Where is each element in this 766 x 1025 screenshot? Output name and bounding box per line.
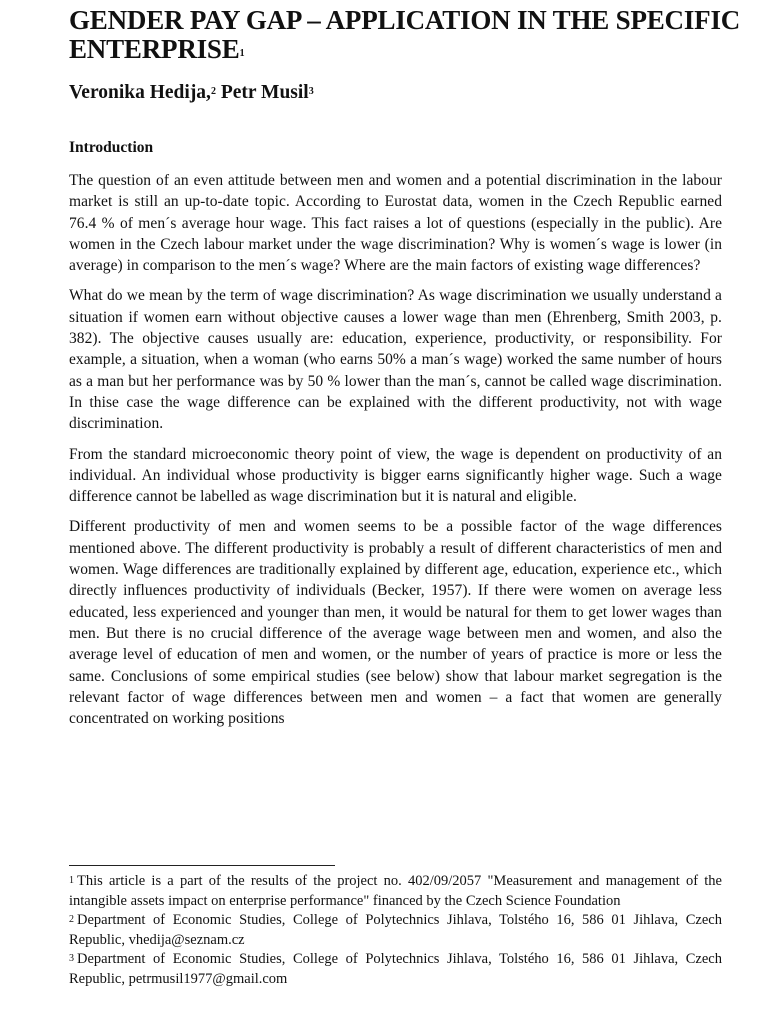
section-heading: Introduction <box>69 139 154 156</box>
footnote-marker: 3 <box>69 953 74 964</box>
paragraph: The question of an even attitude between men and women and a potential discrimination in the labour market is still an up-to-date topic. According to Eurostat data, women in the Czech Republic earned 76.4 % of men´s average hour wage. This fact raises a lot of questions (especially in the public). Are women in the Czech labour market under the wage discrimination? Why is women´s wage is lower (in average) in comparison to the men´s wage? Where are the main factors of existing wage differences? <box>69 172 722 275</box>
author-name: Petr Musil <box>220 82 309 103</box>
paragraph: From the standard microeconomic theory point of view, the wage is dependent on productivity of an individual. An individual whose productivity is bigger earns significantly higher wage. Such a wage difference cannot be labelled as wage discrimination but it is natural and eligible. <box>69 445 722 506</box>
footnote-marker: 1 <box>69 875 74 886</box>
author-footnote-marker: 3 <box>308 86 314 97</box>
author-name: Veronika Hedija, <box>69 82 211 103</box>
title-text: GENDER PAY GAP – APPLICATION IN THE SPECIFIC ENTERPRISE <box>69 5 741 64</box>
paragraph: What do we mean by the term of wage discrimination? As wage discrimination we usually understand a situation if women earn without objective causes a lower wage than men (Ehrenberg, Smith 2003, p. 382). The objective causes usually are: education, experience, productivity, or responsibility. For example, a situation, when a woman (who earns 50% a man´s wage) worked the same number of hours as a man but her performance was by 50 % lower than the man´s, cannot be called wage discrimination. In thise case the wage difference can be explained with the different productivity, not with wage discrimination. <box>69 287 722 433</box>
footnote-marker: 2 <box>69 914 74 925</box>
footnote-text: This article is a part of the results of the project no. 402/09/2057 "Measurement and management of the intangible assets impact on enterprise performance" financed by the Czech Science Foundation <box>69 873 722 909</box>
body-text <box>69 170 722 738</box>
footnote-text: Department of Economic Studies, College of Polytechnics Jihlava, Tolstého 16, 586 01 Jihlava, Czech Republic, vhedija@seznam.cz <box>69 912 722 948</box>
author-footnote-marker: 2 <box>210 86 216 97</box>
author-line <box>69 82 314 104</box>
paper-title <box>69 6 749 64</box>
title-footnote-marker: 1 <box>239 48 245 59</box>
footnotes <box>69 872 722 989</box>
footnote <box>69 872 722 911</box>
footnote-divider <box>69 865 335 866</box>
footnote <box>69 950 722 989</box>
footnote-text: Department of Economic Studies, College of Polytechnics Jihlava, Tolstého 16, 586 01 Jihlava, Czech Republic, petrmusil1977@gmail.com <box>69 951 722 987</box>
paragraph: Different productivity of men and women seems to be a possible factor of the wage differences mentioned above. The different productivity is probably a result of different characteristics of men and women. Wage differences are traditionally explained by different age, education, experience etc., which directly influences productivity of individuals (Becker, 1957). If there were women on average less educated, less experienced and younger than men, it would be natural for them to get lower wages than men. But there is no crucial difference of the average wage between men and women, and also the average level of education of men and women, or the number of years of practice is more or less the same. Conclusions of some empirical studies (see below) show that labour market segregation is the relevant factor of wage differences between men and women – a fact that women are generally concentrated on working positions <box>69 518 722 728</box>
footnote <box>69 911 722 950</box>
